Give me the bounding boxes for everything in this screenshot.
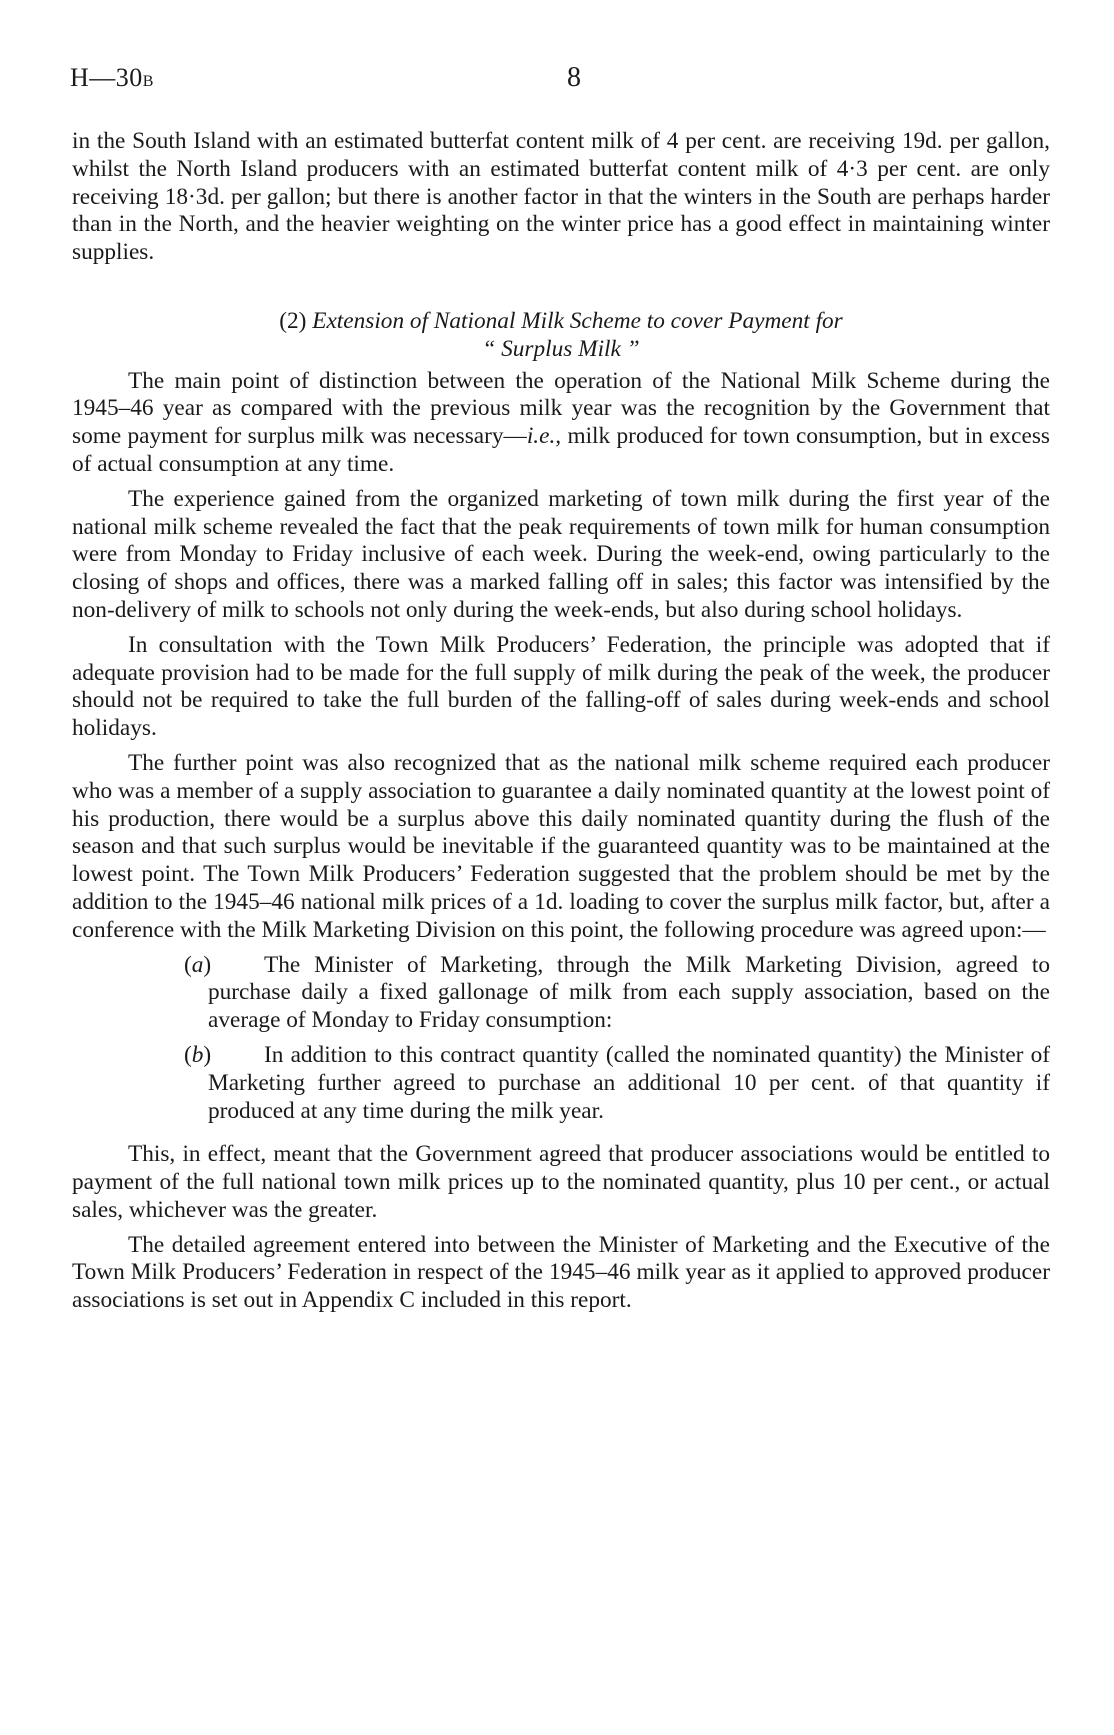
page-header: [70, 60, 1050, 96]
section-heading: [72, 308, 1050, 364]
page-body: [72, 128, 1050, 1315]
paragraph-agreement: The detailed agreement entered into between the Minister of Marketing and the Executive of the Town Milk Producers’ Federation in respect of the 1945–46 milk year as it applied to approved producer associations is set out in Appendix C included in this report.: [72, 1231, 1050, 1314]
list-item-label: (a): [184, 951, 212, 978]
abbreviation-ie: i.e.,: [526, 423, 562, 450]
paragraph-text: The main point of distinction between the operation of the National Milk Scheme during the 1945–46 year as compared with the previous milk year was the recognition by the Government that some payment for surplus milk was necessary—: [72, 367, 1050, 450]
paragraph-further-point: The further point was also recognized that as the national milk scheme required each producer who was a member of a supply association to guarantee a daily nominated quantity at the lowest point of his production, there would be a surplus above this daily nominated quantity during the flush of the season and that such surplus would be inevitable if the guaranteed quantity was to be maintained at the lowest point. The Town Milk Producers’ Federation suggested that the problem should be met by the addition to the 1945–46 national milk prices of a 1d. loading to cover the surplus milk factor, but, after a conference with the Milk Marketing Division on this point, the following procedure was agreed upon:—: [72, 749, 1050, 943]
list-item-b: [72, 1042, 1050, 1125]
document-reference: [70, 60, 154, 100]
paragraph-effect: This, in effect, meant that the Government agreed that producer associations would be entitled to payment of the full national town milk prices up to the nominated quantity, plus 10 per cent., or actual sales, whichever was the greater.: [72, 1141, 1050, 1223]
list-item-a: [72, 952, 1050, 1035]
list-item-text: In addition to this contract quantity (called the nominated quantity) the Minister of Marketing further agreed to purchase an additional 10 per cent. of that quantity if produced at any time during the milk year.: [208, 1041, 1050, 1124]
intro-paragraph: in the South Island with an estimated butterfat content milk of 4 per cent. are receiving 19d. per gallon, whilst the North Island producers with an estimated butterfat content milk of 4·3 per cent. are only receiving 18·3d. per gallon; but there is another factor in that the winters in the South are perhaps harder than in the North, and the heavier weighting on the winter price has a good effect in maintaining winter supplies.: [72, 128, 1050, 266]
document-reference-suffix: B: [142, 73, 154, 90]
paragraph-experience: The experience gained from the organized marketing of town milk during the first year of the national milk scheme revealed the fact that the peak requirements of town milk for human consumption were from Monday to Friday inclusive of each week. During the week-end, owing particularly to the closing of shops and offices, there was a marked falling off in sales; this factor was intensified by the non-delivery of milk to schools not only during the week-ends, but also during school holidays.: [72, 485, 1050, 623]
paragraph-surplus-recognition: [72, 368, 1050, 479]
document-reference-main: H—30: [70, 63, 143, 92]
section-title-line2: “ Surplus Milk ”: [482, 335, 640, 362]
list-item-text: The Minister of Marketing, through the Milk Marketing Division, agreed to purchase daily a fixed gallonage of milk from each supply association, based on the average of Monday to Friday consumption:: [208, 951, 1050, 1034]
list-item-label: (b): [184, 1041, 212, 1068]
section-title-line1: Extension of National Milk Scheme to cover Payment for: [312, 307, 843, 334]
section-number: (2): [279, 307, 307, 334]
paragraph-consultation: In consultation with the Town Milk Producers’ Federation, the principle was adopted that if adequate provision had to be made for the full supply of milk during the peak of the week, the producer should not be required to take the full burden of the falling-off of sales during week-ends and school holidays.: [72, 631, 1050, 742]
paragraph-text: milk produced for town consumption, but in excess of actual consumption at any time.: [72, 423, 1050, 477]
page-number: 8: [567, 62, 581, 93]
